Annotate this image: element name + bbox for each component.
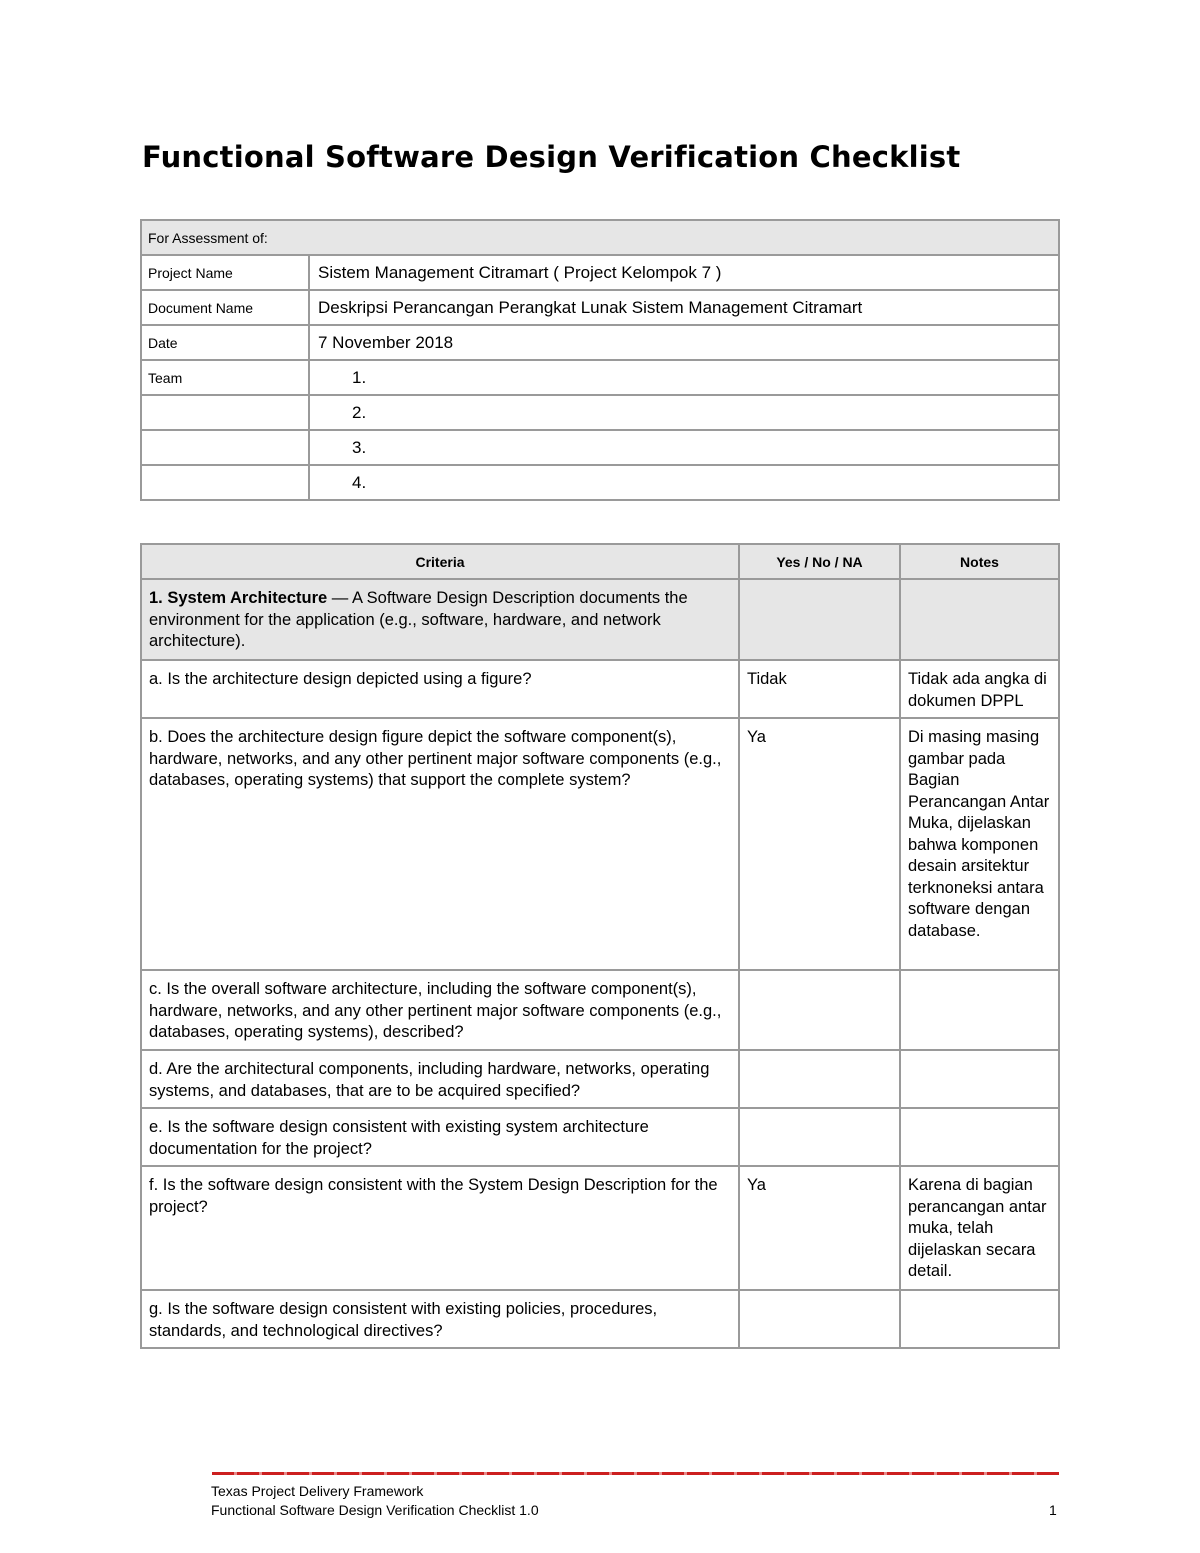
section-row [141, 579, 1059, 660]
project-name-value: Sistem Management Citramart ( Project Kelompok 7 ) [309, 255, 1059, 290]
answer-cell: Ya [739, 718, 900, 970]
notes-cell [900, 1050, 1059, 1108]
notes-cell [900, 970, 1059, 1050]
table-row [141, 1050, 1059, 1108]
team-member-1: 1. [309, 360, 1059, 395]
criteria-cell: c. Is the overall software architecture, including the software component(s), hardware, networks, and any other pertinent major software components (e.g., databases, operating systems), described? [141, 970, 739, 1050]
empty-label-cell [141, 430, 309, 465]
project-name-label: Project Name [141, 255, 309, 290]
project-name-row [141, 255, 1059, 290]
empty-label-cell [141, 465, 309, 500]
table-row [141, 1166, 1059, 1290]
answer-cell [739, 1050, 900, 1108]
section-answer-cell [739, 579, 900, 660]
table-row [141, 1290, 1059, 1348]
section-description: — A Software Design Description documents the environment for the application (e.g., software, hardware, and network architecture). [149, 589, 688, 650]
section-cell [141, 579, 739, 660]
answer-cell: Tidak [739, 660, 900, 718]
footer-divider [212, 1472, 1059, 1475]
criteria-column-header: Criteria [141, 544, 739, 579]
team-row [141, 465, 1059, 500]
answer-cell [739, 1290, 900, 1348]
section-notes-cell [900, 579, 1059, 660]
document-name-row [141, 290, 1059, 325]
document-name-label: Document Name [141, 290, 309, 325]
assessment-table [140, 219, 1060, 501]
criteria-table [140, 543, 1060, 1349]
team-row [141, 395, 1059, 430]
notes-cell [900, 1290, 1059, 1348]
table-row [141, 660, 1059, 718]
answer-column-header: Yes / No / NA [739, 544, 900, 579]
answer-cell [739, 1108, 900, 1166]
answer-cell: Ya [739, 1166, 900, 1290]
notes-column-header: Notes [900, 544, 1059, 579]
criteria-header-row [141, 544, 1059, 579]
section-title: 1. System Architecture [149, 589, 328, 607]
footer-document-title: Functional Software Design Verification Checklist 1.0 [211, 1502, 539, 1518]
date-value: 7 November 2018 [309, 325, 1059, 360]
criteria-cell: e. Is the software design consistent with existing system architecture documentation for the project? [141, 1108, 739, 1166]
footer-framework: Texas Project Delivery Framework [211, 1483, 424, 1499]
page-title: Functional Software Design Verification Checklist [142, 140, 961, 174]
team-member-3: 3. [309, 430, 1059, 465]
assessment-header-row [141, 220, 1059, 255]
answer-cell [739, 970, 900, 1050]
team-member-2: 2. [309, 395, 1059, 430]
notes-cell: Tidak ada angka di dokumen DPPL [900, 660, 1059, 718]
notes-cell: Di masing masing gambar pada Bagian Perancangan Antar Muka, dijelaskan bahwa komponen desain arsitektur terknoneksi antara software dengan database. [900, 718, 1059, 970]
table-row [141, 718, 1059, 970]
date-row [141, 325, 1059, 360]
date-label: Date [141, 325, 309, 360]
empty-label-cell [141, 395, 309, 430]
table-row [141, 1108, 1059, 1166]
notes-cell [900, 1108, 1059, 1166]
notes-cell: Karena di bagian perancangan antar muka, telah dijelaskan secara detail. [900, 1166, 1059, 1290]
document-name-value: Deskripsi Perancangan Perangkat Lunak Sistem Management Citramart [309, 290, 1059, 325]
criteria-cell: a. Is the architecture design depicted using a figure? [141, 660, 739, 718]
criteria-cell: b. Does the architecture design figure depict the software component(s), hardware, networks, and any other pertinent major software components (e.g., databases, operating systems) that support the complete system? [141, 718, 739, 970]
team-row [141, 430, 1059, 465]
table-row [141, 970, 1059, 1050]
page-number: 1 [1049, 1502, 1057, 1518]
assessment-header: For Assessment of: [141, 220, 1059, 255]
criteria-cell: d. Are the architectural components, including hardware, networks, operating systems, and databases, that are to be acquired specified? [141, 1050, 739, 1108]
criteria-cell: g. Is the software design consistent with existing policies, procedures, standards, and technological directives? [141, 1290, 739, 1348]
criteria-cell: f. Is the software design consistent with the System Design Description for the project? [141, 1166, 739, 1290]
team-row [141, 360, 1059, 395]
team-label: Team [141, 360, 309, 395]
team-member-4: 4. [309, 465, 1059, 500]
